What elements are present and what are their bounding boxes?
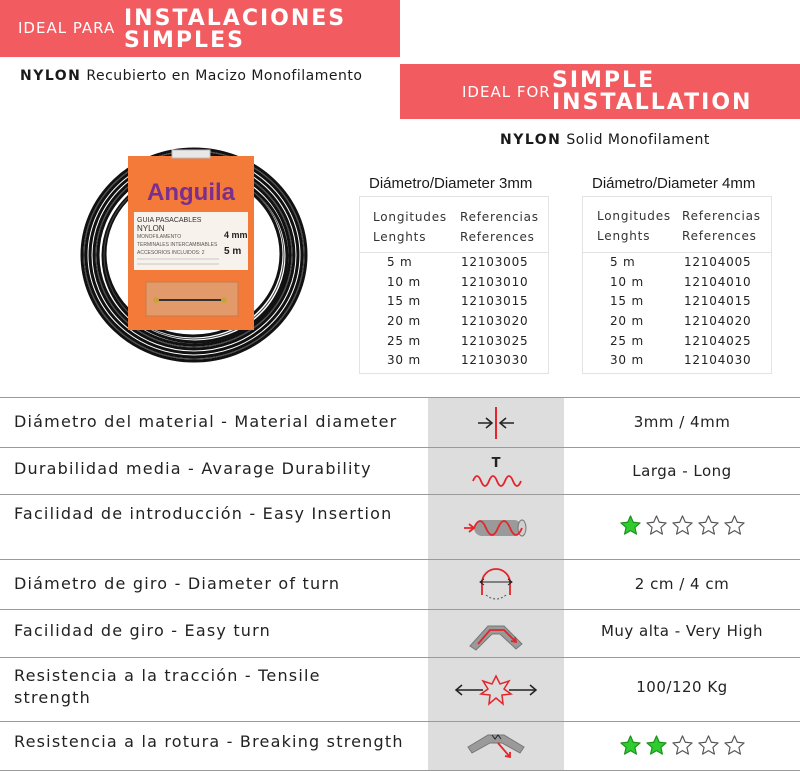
spec-reference: 12103030 (461, 353, 529, 367)
feature-row-material-diameter (0, 397, 800, 447)
feature-label: Resistencia a la rotura - Breaking strength (14, 732, 404, 751)
feature-row-durability (0, 447, 800, 494)
spec-3mm-col1-es: Longitudes (373, 210, 447, 224)
spec-3mm-col2-es: Referencias (460, 210, 539, 224)
tensile-icon (428, 658, 564, 722)
cable-coil-illustration (74, 140, 314, 370)
subtitle-en-bold: NYLON (500, 132, 562, 148)
spec-3mm-row (360, 292, 548, 312)
durability-icon-letter: T (491, 455, 501, 471)
spec-length: 15 m (387, 294, 421, 308)
spec-4mm-col1-en: Lenghts (597, 229, 651, 243)
spec-length: 30 m (387, 353, 421, 367)
subtitle-es (20, 68, 362, 84)
banner-es-line1: INSTALACIONES (124, 6, 347, 31)
spec-4mm-row (583, 292, 771, 312)
subtitle-es-bold: NYLON (20, 68, 82, 84)
spec-length: 10 m (610, 275, 644, 289)
spec-length: 20 m (610, 314, 644, 328)
spec-3mm-row (360, 273, 548, 293)
banner-es-line2: SIMPLES (124, 28, 245, 53)
spec-3mm-row (360, 332, 548, 352)
spec-3mm-header (360, 197, 548, 253)
spec-length: 25 m (387, 334, 421, 348)
feature-value: 100/120 Kg (636, 678, 728, 696)
star-empty-icon (645, 514, 668, 537)
product-label-diameter: 4 mm (224, 230, 248, 240)
banner-en-prefix: IDEAL FOR (462, 83, 551, 101)
easy-turn-icon (428, 610, 564, 658)
product-label-type: MONOFILAMENTO (137, 234, 182, 240)
star-filled-icon (619, 514, 642, 537)
banner-es-title (124, 8, 346, 52)
star-filled-icon (645, 734, 668, 757)
durability-wave-icon (428, 448, 564, 495)
spec-3mm-row (360, 351, 548, 371)
feature-value: Muy alta - Very High (600, 622, 764, 640)
product-label-material: NYLON (137, 224, 165, 233)
spec-reference: 12103025 (461, 334, 529, 348)
spec-3mm-row (360, 253, 548, 273)
spec-reference: 12103020 (461, 314, 529, 328)
product-label-terminals: TERMINALES INTERCAMBIABLES (137, 242, 218, 248)
spec-reference: 12104020 (684, 314, 752, 328)
feature-value: 2 cm / 4 cm (634, 575, 730, 593)
star-empty-icon (671, 734, 694, 757)
spec-length: 5 m (387, 255, 413, 269)
feature-label: Resistencia a la tracción - Tensile strength (14, 666, 321, 707)
feature-row-diameter-of-turn (0, 559, 800, 609)
spec-reference: 12104030 (684, 353, 752, 367)
banner-es (0, 0, 400, 57)
banner-es-prefix: IDEAL PARA (18, 19, 116, 37)
spec-table-3mm (359, 196, 549, 374)
feature-value: Larga - Long (632, 462, 732, 480)
spec-3mm-title: Diámetro/Diameter 3mm (369, 175, 533, 192)
feature-label: Diámetro del material - Material diameter (14, 412, 398, 431)
product-label-title: GUIA PASACABLES (137, 217, 202, 224)
subtitle-en (500, 132, 710, 148)
spec-reference: 12104015 (684, 294, 752, 308)
spec-3mm-col2-en: References (460, 230, 535, 244)
spec-4mm-row (583, 312, 771, 332)
spec-reference: 12103015 (461, 294, 529, 308)
spec-4mm-col2-en: References (682, 229, 757, 243)
subtitle-es-rest: Recubierto en Macizo Monofilamento (81, 68, 363, 84)
rating-stars-breaking (564, 734, 800, 757)
spec-length: 10 m (387, 275, 421, 289)
product-label-length: 5 m (224, 246, 242, 257)
diameter-arrows-icon (428, 398, 564, 448)
spec-4mm-row (583, 351, 771, 371)
feature-label: Diámetro de giro - Diameter of turn (14, 574, 341, 593)
spec-length: 30 m (610, 353, 644, 367)
spec-length: 15 m (610, 294, 644, 308)
spec-4mm-title: Diámetro/Diameter 4mm (592, 175, 756, 192)
spec-length: 5 m (610, 255, 636, 269)
spec-4mm-row (583, 253, 771, 273)
spec-3mm-col1-en: Lenghts (373, 230, 427, 244)
feature-value: 3mm / 4mm (633, 413, 731, 431)
feature-label: Facilidad de giro - Easy turn (14, 621, 271, 640)
spec-4mm-row (583, 332, 771, 352)
feature-row-breaking-strength (0, 721, 800, 771)
rating-stars-insertion (564, 514, 800, 537)
spec-length: 20 m (387, 314, 421, 328)
insertion-tube-icon (428, 495, 564, 560)
banner-en-line2: INSTALLATION (552, 90, 753, 115)
subtitle-en-rest: Solid Monofilament (561, 132, 710, 148)
spec-table-4mm (582, 196, 772, 374)
spec-reference: 12103010 (461, 275, 529, 289)
product-label-accessories: ACCESORIOS INCLUIDOS: 2 (137, 250, 205, 256)
feature-row-easy-insertion (0, 494, 800, 559)
spec-reference: 12104025 (684, 334, 752, 348)
spec-4mm-row (583, 273, 771, 293)
spec-reference: 12104005 (684, 255, 752, 269)
star-empty-icon (723, 734, 746, 757)
spec-4mm-header (583, 197, 771, 253)
feature-row-tensile-strength (0, 657, 800, 721)
star-empty-icon (697, 514, 720, 537)
breaking-icon (428, 722, 564, 771)
spec-4mm-col2-es: Referencias (682, 209, 761, 223)
spec-3mm-row (360, 312, 548, 332)
banner-en-line1: SIMPLE (552, 68, 656, 93)
feature-label: Durabilidad media - Avarage Durability (14, 459, 372, 478)
banner-en (400, 64, 800, 119)
feature-row-easy-turn (0, 609, 800, 657)
spec-reference: 12104010 (684, 275, 752, 289)
product-image (74, 140, 314, 370)
product-brand: Anguila (147, 179, 235, 206)
spec-reference: 12103005 (461, 255, 529, 269)
spec-4mm-col1-es: Longitudes (597, 209, 671, 223)
banner-en-title (552, 70, 752, 114)
feature-table (0, 397, 800, 771)
star-empty-icon (697, 734, 720, 757)
star-empty-icon (671, 514, 694, 537)
spec-length: 25 m (610, 334, 644, 348)
turn-diameter-icon (428, 560, 564, 610)
star-empty-icon (723, 514, 746, 537)
feature-label: Facilidad de introducción - Easy Insertion (14, 504, 393, 523)
star-filled-icon (619, 734, 642, 757)
